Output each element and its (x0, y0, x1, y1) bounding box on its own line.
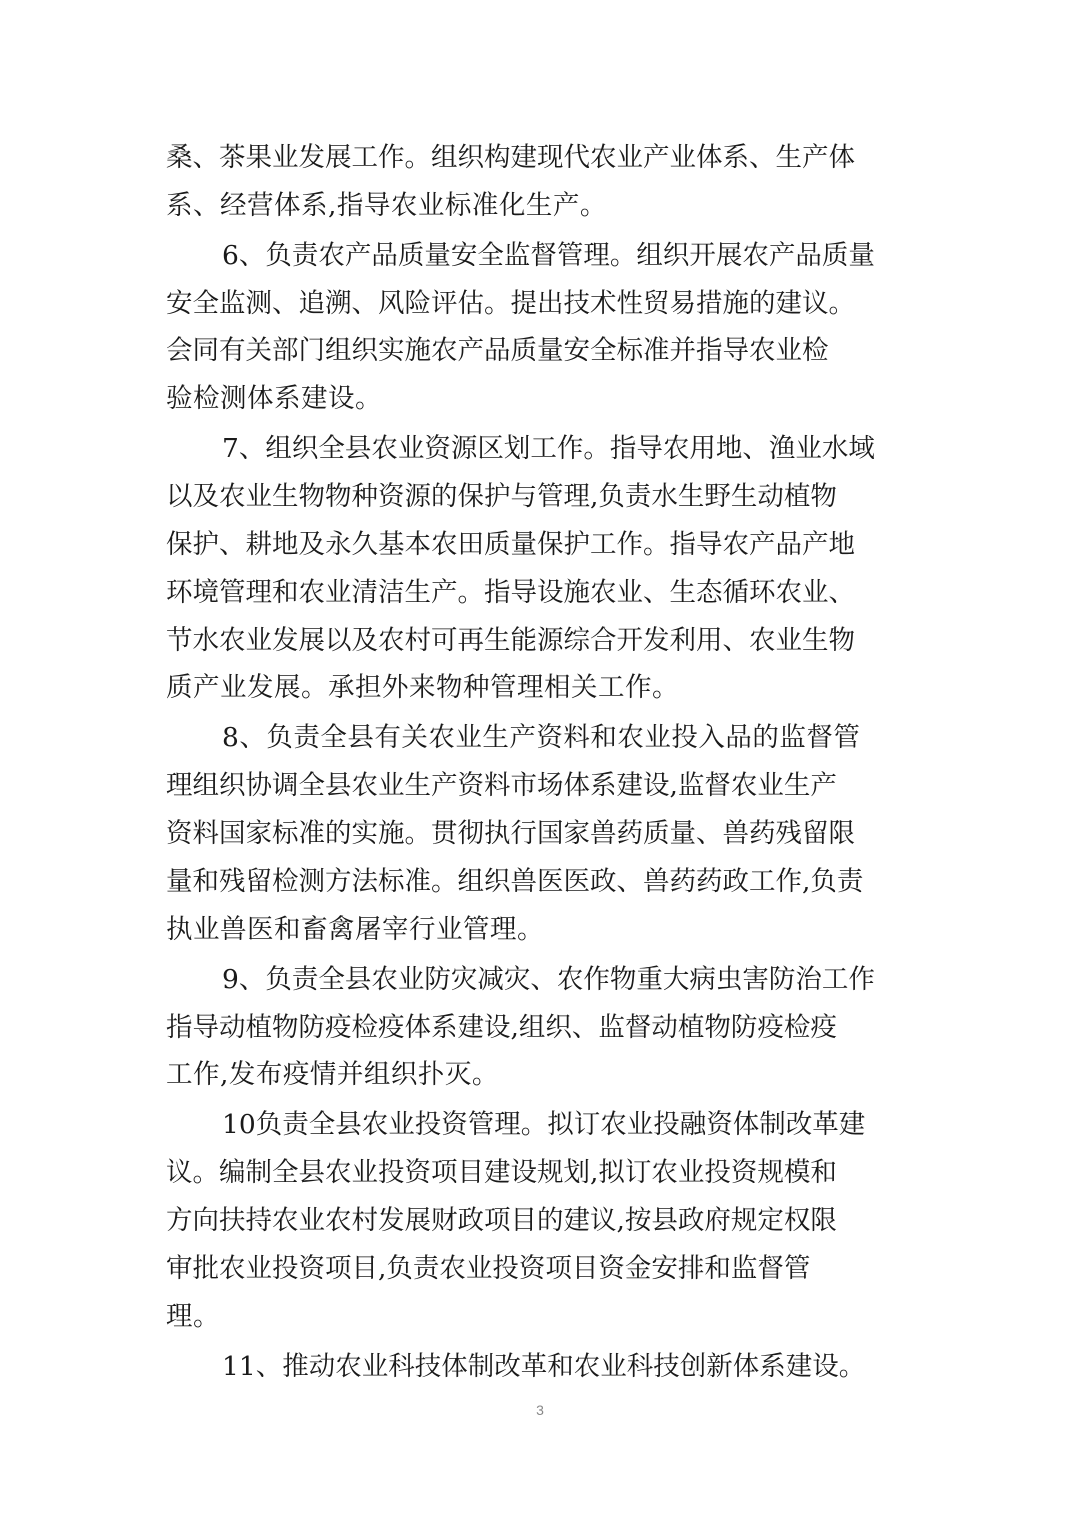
text-line: 议。编制全县农业投资项目建设规划,拟订农业投资规模和 (166, 1157, 837, 1189)
text-line: 保护、耕地及永久基本农田质量保护工作。指导农产品产地 (166, 528, 855, 560)
text-line: 指导动植物防疫检疫体系建设,组织、监督动植物防疫检疫 (166, 1011, 837, 1043)
text-line: 执业兽医和畜禽屠宰行业管理。 (166, 913, 544, 945)
text-line: 方向扶持农业农村发展财政项目的建议,按县政府规定权限 (166, 1205, 837, 1237)
body-text (166, 134, 918, 1391)
text-line: 工作,发布疫情并组织扑灭。 (166, 1059, 499, 1091)
text-line: 8、负责全县有关农业生产资料和农业投入品的监督管 (222, 722, 861, 754)
text-line: 量和残留检测方法标准。组织兽医医政、兽药药政工作,负责 (166, 865, 864, 897)
text-line: 质产业发展。承担外来物种管理相关工作。 (166, 672, 679, 704)
text-line: 环境管理和农业清洁生产。指导设施农业、生态循环农业、 (166, 576, 855, 608)
text-line: 安全监测、追溯、风险评估。提出技术性贸易措施的建议。 (166, 287, 855, 319)
paragraph (166, 232, 918, 423)
text-line: 验检测体系建设。 (166, 383, 382, 415)
paragraph (166, 1101, 918, 1340)
text-line: 资料国家标准的实施。贯彻执行国家兽药质量、兽药残留限 (166, 818, 855, 850)
text-line: 9、负责全县农业防灾减灾、农作物重大病虫害防治工作 (222, 963, 875, 995)
paragraph (166, 956, 918, 1099)
text-line: 理。 (166, 1300, 220, 1332)
text-line: 7、组织全县农业资源区划工作。指导农用地、渔业水域 (222, 433, 875, 465)
paragraph (166, 425, 918, 712)
text-line: 6、负责农产品质量安全监督管理。组织开展农产品质量 (222, 239, 875, 271)
text-line: 10负责全县农业投资管理。拟订农业投融资体制改革建 (222, 1109, 866, 1141)
text-line: 审批农业投资项目,负责农业投资项目资金安排和监督管 (166, 1252, 811, 1284)
text-line: 桑、茶果业发展工作。组织构建现代农业产业体系、生产体 (166, 142, 855, 173)
paragraph (166, 1343, 918, 1391)
text-line: 系、经营体系,指导农业标准化生产。 (166, 189, 607, 221)
text-line: 以及农业生物物种资源的保护与管理,负责水生野生动植物 (166, 481, 837, 513)
paragraph (166, 134, 918, 230)
paragraph (166, 714, 918, 953)
text-line: 会同有关部门组织实施农产品质量安全标准并指导农业检 (166, 335, 829, 367)
text-line: 理组织协调全县农业生产资料市场体系建设,监督农业生产 (166, 770, 837, 802)
text-line: 11、推动农业科技体制改革和农业科技创新体系建设。 (222, 1350, 866, 1382)
text-line: 节水农业发展以及农村可再生能源综合开发利用、农业生物 (166, 624, 855, 656)
page-number: 3 (536, 1402, 544, 1418)
